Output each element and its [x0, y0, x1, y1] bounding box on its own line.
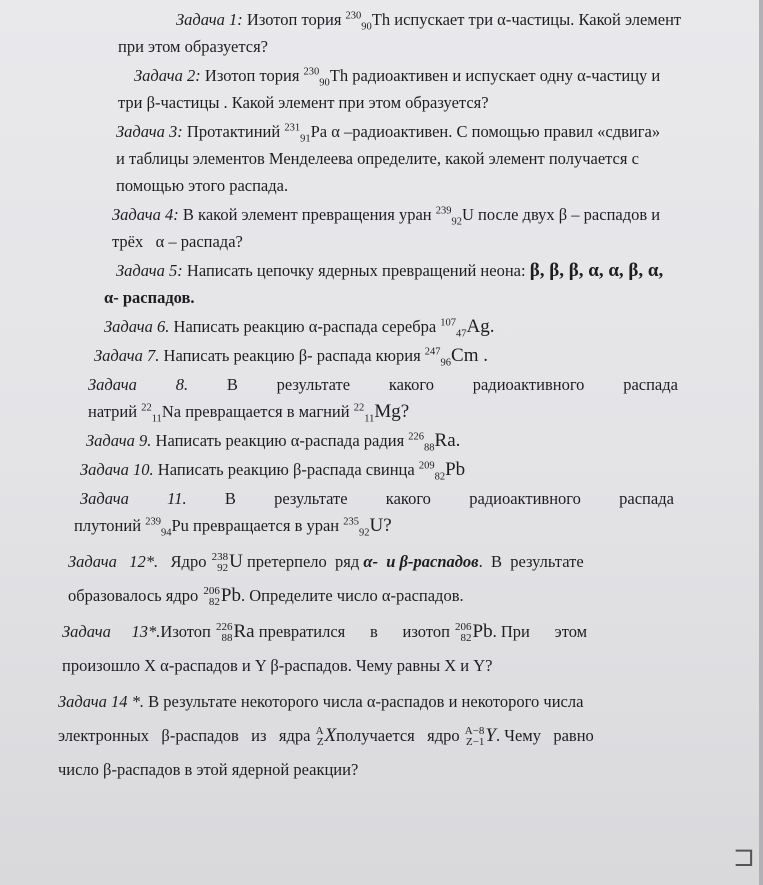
atomic-number: 92 [359, 527, 370, 539]
element-symbol: Th [371, 10, 391, 29]
decay-chain: α- распадов. [104, 288, 195, 307]
atomic-number: 11 [364, 413, 375, 425]
task-text: образовалось ядро [68, 586, 199, 605]
task-1 [118, 6, 698, 60]
element-symbol: Y [485, 725, 496, 746]
nuclide-stack [216, 622, 233, 644]
document-page [0, 6, 759, 789]
atomic-number: 82 [208, 596, 220, 609]
task-text: превращается в магний [185, 402, 350, 421]
element-symbol: Pu [171, 516, 189, 535]
task-text: при этом образуется? [118, 37, 269, 56]
task-text: превратился в изотоп [258, 622, 450, 641]
mass-number: 209 [418, 460, 435, 472]
task-text: Написать реакцию β-распада свинца [157, 460, 415, 479]
task-text: Изотоп [160, 622, 211, 641]
task-12 [68, 545, 708, 613]
atomic-number: 82 [434, 471, 446, 483]
task-4 [112, 201, 712, 255]
page-corner-mark: ⊐ [732, 843, 755, 872]
mass-number: 235 [343, 516, 360, 528]
task-text: Написать реакцию α-распада радия [155, 431, 405, 450]
task-2 [118, 62, 698, 116]
task-text: произошло X α-распадов и Y β-распадов. Чему равны X и Y? [62, 656, 493, 675]
task-label: Задача [88, 375, 137, 394]
task-text: Написать цепочку ядерных превращений неона: [186, 261, 526, 280]
atomic-number: 90 [361, 21, 372, 33]
task-text: . При этом [492, 622, 588, 641]
mass-number: 230 [303, 66, 320, 78]
task-text: . Чему равно [496, 726, 594, 745]
mass-number: A [315, 725, 324, 738]
nuclide-stack [212, 552, 229, 574]
task-label: Задача 2: [134, 66, 201, 85]
task-text-emphasis: α- и β-распадов [363, 552, 479, 571]
nuclide-stack [203, 586, 220, 608]
task-text: число β-распадов в этой ядерной реакции? [58, 760, 359, 779]
task-label: Задача 5: [116, 261, 183, 280]
task-text: Написать реакцию β- распада кюрия [163, 346, 421, 365]
task-text: получается ядро [336, 726, 460, 745]
task-number: 13*. [131, 622, 161, 641]
task-label: Задача 12*. [68, 552, 159, 571]
task-text: . В результате [478, 552, 584, 571]
element-symbol: Pb [220, 585, 241, 606]
mass-number: A−8 [464, 725, 485, 738]
task-text: электронных β-распадов из ядра [58, 726, 311, 745]
element-symbol: Na [161, 402, 182, 421]
task-number: 11. [167, 489, 187, 508]
task-text: какого [388, 375, 434, 394]
task-label: Задача [80, 489, 129, 508]
task-7 [94, 342, 694, 369]
task-text: превращается в уран [193, 516, 340, 535]
task-text: В [224, 489, 236, 508]
task-text: Изотоп тория [246, 10, 342, 29]
task-label: Задача 9. [86, 431, 152, 450]
element-symbol: Ra. [434, 430, 461, 451]
atomic-number: 82 [460, 632, 472, 645]
task-text: натрий [88, 402, 138, 421]
task-text: результате [274, 489, 348, 508]
element-symbol: Pb [445, 459, 466, 480]
atomic-number: 90 [319, 77, 330, 89]
mass-number: 247 [424, 346, 441, 358]
element-symbol: Mg? [374, 401, 410, 422]
element-symbol: Pa [310, 122, 328, 141]
task-label: Задача 6. [104, 317, 170, 336]
page-edge [759, 0, 763, 885]
task-text: В [226, 375, 238, 394]
mass-number: 239 [145, 516, 161, 528]
mass-number: 239 [435, 205, 452, 217]
element-symbol: U? [369, 515, 392, 536]
task-text: радиоактивен и испускает одну α-частицу и [352, 66, 661, 85]
element-symbol: U [462, 205, 474, 224]
task-text: В какой элемент превращения уран [182, 205, 432, 224]
mass-number: 226 [216, 621, 233, 634]
atomic-number: 47 [456, 328, 467, 340]
task-text: какого [385, 489, 431, 508]
task-3 [116, 118, 716, 199]
task-text: α –радиоактивен. С помощью правил «сдвига» [331, 122, 661, 141]
task-6 [104, 313, 704, 340]
mass-number: 226 [408, 431, 425, 443]
atomic-number: 11 [151, 413, 162, 425]
task-text: три β-частицы . Какой элемент при этом образуется? [118, 93, 489, 112]
task-text: Написать реакцию α-распада серебра [173, 317, 437, 336]
task-text: В результате некоторого числа α-распадов и некоторого числа [148, 692, 584, 711]
task-label: Задача 14 *. [58, 692, 145, 711]
atomic-number: 91 [300, 133, 311, 145]
task-5 [104, 257, 724, 311]
atomic-number: Z [316, 736, 324, 749]
task-text: помощью этого распада. [116, 176, 289, 195]
task-label: Задача [62, 622, 111, 641]
task-label: Задача 4: [112, 205, 179, 224]
task-text: результате [276, 375, 351, 394]
element-symbol: Ra [233, 621, 255, 642]
task-11 [74, 485, 674, 539]
mass-number: 231 [284, 122, 301, 134]
task-13 [62, 615, 702, 683]
mass-number: 22 [141, 402, 152, 414]
task-text: Изотоп тория [204, 66, 300, 85]
task-text: Протактиний [186, 122, 281, 141]
task-label: Задача 7. [94, 346, 160, 365]
atomic-number: 88 [221, 632, 233, 645]
task-text: испускает три α-частицы. Какой элемент [394, 10, 682, 29]
task-text: . Определите число α-распадов. [241, 586, 464, 605]
element-symbol: Th [329, 66, 349, 85]
atomic-number: 88 [424, 442, 435, 454]
task-text: и таблицы элементов Менделеева определите, какой элемент получается с [116, 149, 639, 168]
task-10 [80, 456, 680, 483]
task-label: Задача 10. [80, 460, 154, 479]
task-text: трёх α – распада? [112, 232, 243, 251]
mass-number: 238 [211, 551, 229, 564]
task-14 [58, 685, 718, 787]
element-symbol: Cm . [451, 345, 488, 366]
task-text: распада [623, 375, 678, 394]
task-text: претерпело ряд [246, 552, 360, 571]
decay-chain: β, β, β, α, α, β, α, [529, 260, 664, 281]
task-text: распада [619, 489, 674, 508]
element-symbol: Pb [472, 621, 493, 642]
nuclide-stack [465, 726, 485, 748]
atomic-number: Z−1 [465, 736, 485, 749]
atomic-number: 96 [440, 357, 452, 369]
atomic-number: 94 [160, 527, 172, 539]
nuclide-stack [455, 622, 472, 644]
task-text: Ядро [170, 552, 207, 571]
element-symbol: U [229, 551, 243, 572]
nuclide-stack [316, 726, 324, 748]
atomic-number: 92 [217, 562, 229, 575]
element-symbol: X [324, 725, 337, 746]
task-label: Задача 1: [176, 10, 243, 29]
mass-number: 230 [345, 10, 362, 22]
mass-number: 22 [353, 402, 365, 414]
task-label: Задача 3: [116, 122, 183, 141]
mass-number: 206 [203, 585, 220, 598]
task-text: радиоактивного [469, 489, 581, 508]
task-8 [88, 371, 678, 425]
element-symbol: Ag. [466, 316, 495, 337]
mass-number: 107 [440, 317, 457, 329]
task-text: радиоактивного [472, 375, 585, 394]
task-9 [86, 427, 686, 454]
mass-number: 206 [455, 621, 472, 634]
task-text: после двух β – распадов и [478, 205, 661, 224]
task-number: 8. [175, 375, 189, 394]
task-text: плутоний [74, 516, 142, 535]
atomic-number: 92 [451, 216, 462, 228]
